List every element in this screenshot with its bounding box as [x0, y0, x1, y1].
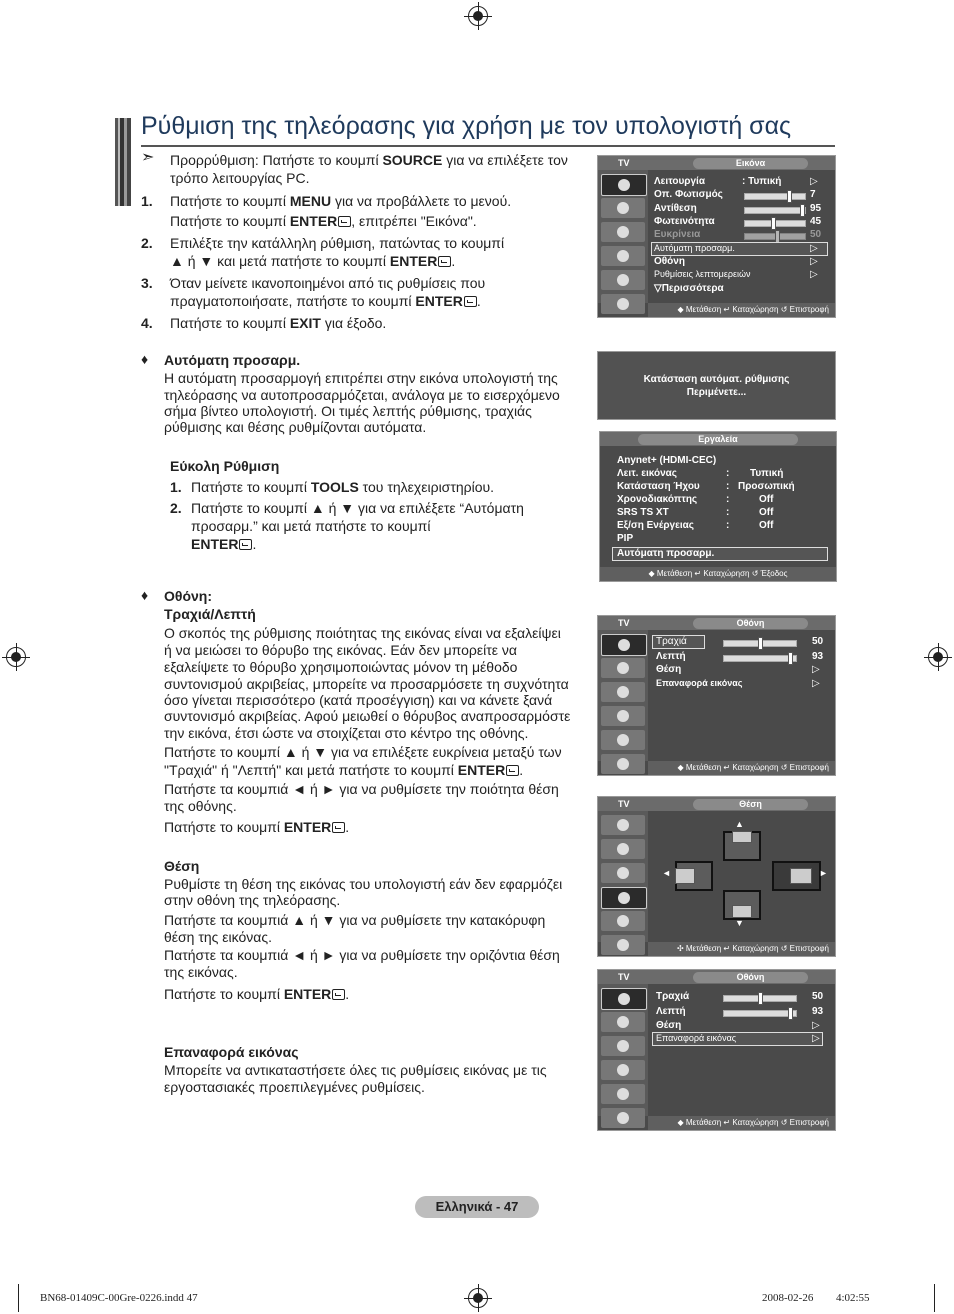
tools-item-anynet[interactable]: Anynet+ (HDMI-CEC): [617, 455, 717, 466]
tools-item-srs[interactable]: SRS TS XT: [617, 507, 669, 518]
menu-item-auto-adjust[interactable]: Αυτόματη προσαρμ.: [654, 243, 735, 253]
slider-knob[interactable]: [787, 190, 792, 203]
registration-mark-bottom: [468, 1288, 488, 1308]
up-arrow-icon: ▲: [735, 819, 744, 829]
contrast-slider[interactable]: [744, 207, 806, 214]
reset-l2: εργοστασιακές προεπιλεγμένες ρυθμίσεις.: [164, 1079, 425, 1095]
screen-body-3: εξαλείψετε το θόρυβο χρησιμοποιώντας μόνον τη μέθοδο: [164, 659, 518, 675]
slider-knob[interactable]: [771, 217, 776, 230]
intro-line2: τρόπο λειτουργίας PC.: [170, 170, 310, 186]
menu-item-contrast[interactable]: Αντίθεση: [654, 203, 697, 214]
easy-step2-l1: Πατήστε το κουμπί ▲ ή ▼ για να επιλέξετε “Αυτόματη: [191, 500, 524, 516]
tools-value: Off: [759, 507, 774, 518]
tools-sep: :: [726, 481, 730, 492]
osd-footer: ◆ Μετάθεση ↵ Καταχώρηση ↺ Έξοδος: [600, 567, 836, 581]
position-l5: Πατήστε τα κουμπιά ◄ ή ► για να ρυθμίσετε την οριζόντια θέση: [164, 947, 560, 963]
brightness-value: 45: [810, 216, 822, 227]
osd-footer: ◆ Μετάθεση ↵ Καταχώρηση ↺ Επιστροφή: [648, 303, 835, 317]
screen-p3-l1: Πατήστε τα κουμπιά ◄ ή ► για να ρυθμίσετε την ποιότητα θέση: [164, 781, 559, 797]
menu-item-brightness[interactable]: Φωτεινότητα: [654, 216, 715, 227]
step2-line1: Επιλέξτε την κατάλληλη ρύθμιση, πατώντας το κουμπί: [170, 235, 505, 251]
menu-item-coarse[interactable]: Τραχιά: [656, 636, 687, 647]
position-l2: στην οθόνη της τηλεόρασης.: [164, 892, 341, 908]
auto-body-4: ρύθμισης και θέσης ρυθμίζονται αυτόματα.: [164, 419, 427, 435]
enter-icon: [438, 256, 451, 267]
app-icon[interactable]: [601, 754, 645, 774]
tv-label: TV: [618, 618, 630, 628]
osd-screen-menu-reset: [597, 969, 836, 1131]
intro-line1: Προρρύθμιση: Πατήστε το κουμπί SOURCE για να επιλέξετε τον: [170, 152, 568, 168]
backlight-value: 7: [810, 189, 816, 200]
reset-heading: Επαναφορά εικόνας: [164, 1044, 299, 1060]
sound-icon[interactable]: [601, 658, 645, 678]
tv-label: TV: [618, 158, 630, 168]
position-up-preview[interactable]: [723, 831, 761, 861]
tv-label: TV: [618, 972, 630, 982]
step1-line2: Πατήστε το κουμπί ENTER , επιτρέπει "Εικόνα".: [170, 213, 477, 229]
step-number: 4.: [141, 315, 153, 331]
bullet-icon: ♦: [141, 351, 149, 367]
easy-step2-l2: προσαρμ.” και μετά πατήστε το κουμπί: [191, 518, 431, 534]
tools-sep: :: [726, 520, 730, 531]
osd-footer: ◆ Μετάθεση ↵ Καταχώρηση ↺ Επιστροφή: [648, 1116, 835, 1130]
arrow-right-icon: ▷: [810, 176, 818, 187]
enter-icon: [464, 296, 477, 307]
menu-item-image-reset[interactable]: Επαναφορά εικόνας: [656, 1033, 737, 1043]
input-icon[interactable]: [601, 1084, 645, 1104]
osd-title: Οθόνη: [693, 972, 808, 983]
osd-auto-adjust-status: [597, 351, 836, 420]
auto-body-1: Η αυτόματη προσαρμογή επιτρέπει στην εικόνα υπολογιστή της: [164, 370, 558, 386]
footer-file-info: BN68-01409C-00Gre-0226.indd 47: [40, 1292, 198, 1304]
osd-picture-menu: [597, 155, 836, 318]
input-icon[interactable]: [601, 730, 645, 750]
tools-value: Off: [759, 520, 774, 531]
osd-screen-menu: [597, 615, 836, 776]
step-number: 3.: [141, 275, 153, 291]
osd-header: [598, 156, 835, 170]
enter-icon: [506, 765, 519, 776]
arrow-right-icon: ▷: [812, 1033, 820, 1044]
easy-step-number: 1.: [170, 479, 182, 495]
osd-sidebar: [598, 984, 648, 1116]
osd-sidebar: [598, 811, 648, 942]
tools-value: Τυπική: [750, 468, 784, 479]
down-arrow-icon: ▼: [735, 918, 744, 928]
menu-item-fine[interactable]: Λεπτή: [656, 651, 686, 662]
osd-title: Εικόνα: [693, 158, 808, 169]
menu-item-sharpness[interactable]: Ευκρίνεια: [654, 229, 701, 240]
coarse-slider[interactable]: [723, 640, 797, 647]
menu-item-detail[interactable]: Ρυθμίσεις λεπτομερειών: [654, 269, 751, 279]
fine-value: 93: [812, 651, 824, 662]
osd-footer: ✣ Μετάθεση ↵ Καταχώρηση ↺ Επιστροφή: [648, 942, 835, 956]
menu-item-screen[interactable]: Οθόνη: [654, 256, 685, 267]
menu-item-more[interactable]: ▽Περισσότερα: [654, 283, 724, 294]
sharpness-slider[interactable]: [744, 233, 806, 240]
tv-label: TV: [618, 799, 630, 809]
menu-item-fine[interactable]: Λεπτή: [656, 1006, 686, 1017]
menu-item-coarse[interactable]: Τραχιά: [656, 991, 690, 1002]
menu-item-backlight[interactable]: Οπ. Φωτισμός: [654, 189, 723, 200]
menu-item-mode-value: : Τυπική: [742, 176, 782, 187]
position-l7: Πατήστε το κουμπί ENTER .: [164, 986, 350, 1002]
position-down-preview[interactable]: [723, 890, 761, 920]
fine-slider[interactable]: [723, 1010, 797, 1017]
position-heading: Θέση: [164, 858, 200, 874]
screen-body-5: όσο γίνεται περισσότερο (κατά προσέγγιση) και να κάνετε ξανά: [164, 692, 553, 708]
arrow-right-icon: ▷: [812, 1020, 820, 1031]
left-arrow-icon: ◄: [662, 868, 671, 878]
note-arrow-icon: ➣: [141, 149, 155, 166]
step3-line2: πραγματοποιήσατε, πατήστε το κουμπί ENTER .: [170, 293, 481, 309]
step2-line2: ▲ ή ▼ και μετά πατήστε το κουμπί ENTER .: [170, 253, 456, 269]
picture-icon[interactable]: [601, 634, 647, 656]
enter-icon: [239, 539, 252, 550]
arrow-right-icon: ▷: [812, 678, 820, 689]
coarse-value: 50: [812, 991, 824, 1002]
step4-line: Πατήστε το κουμπί EXIT για έξοδο.: [170, 315, 387, 331]
bullet-icon: ♦: [141, 587, 149, 603]
tools-value: Off: [759, 494, 774, 505]
osd-tools-menu: [599, 431, 837, 582]
registration-mark-top: [468, 6, 488, 26]
auto-body-3: σήμα βίντεο υπολογιστή. Οι τιμές λεπτής ρύθμισης, τραχιάς: [164, 403, 532, 419]
backlight-slider[interactable]: [744, 193, 806, 200]
picture-icon[interactable]: [601, 815, 645, 835]
position-left-preview[interactable]: [675, 861, 713, 891]
channel-icon[interactable]: [601, 682, 645, 702]
tools-value: Προσωπική: [738, 481, 795, 492]
input-icon[interactable]: [601, 911, 645, 931]
status-line2: Περιμένετε...: [686, 387, 747, 398]
channel-icon[interactable]: [601, 222, 645, 242]
step-number: 2.: [141, 235, 153, 251]
brightness-slider[interactable]: [744, 220, 806, 227]
sound-icon[interactable]: [601, 839, 645, 859]
registration-mark-right: [928, 647, 948, 667]
auto-heading: Αυτόματη προσαρμ.: [164, 352, 301, 368]
menu-item-mode[interactable]: Λειτουργία: [654, 176, 705, 187]
setup-icon[interactable]: [601, 887, 647, 909]
osd-header: [598, 970, 835, 984]
position-l4: θέση της εικόνας.: [164, 929, 272, 945]
app-icon[interactable]: [601, 935, 645, 955]
step1-line1: Πατήστε το κουμπί MENU για να προβάλλετε το μενού.: [170, 193, 512, 209]
tools-sep: :: [726, 494, 730, 505]
setup-icon[interactable]: [601, 1060, 645, 1080]
slider-knob[interactable]: [788, 1007, 793, 1020]
osd-header: [600, 432, 836, 446]
screen-p2-l1: Πατήστε το κουμπί ▲ ή ▼ για να επιλέξετε ευκρίνεια μεταξύ των: [164, 744, 562, 760]
slider-knob[interactable]: [788, 652, 793, 665]
step3-line1: Όταν μείνετε ικανοποιημένοι από τις ρυθμίσεις που: [170, 275, 486, 291]
osd-footer: ◆ Μετάθεση ↵ Καταχώρηση ↺ Επιστροφή: [648, 761, 835, 775]
slider-knob[interactable]: [800, 204, 805, 217]
osd-header: [598, 616, 835, 630]
page-number-badge: Ελληνικά - 47: [415, 1196, 539, 1218]
sharpness-value: 50: [810, 229, 822, 240]
tools-sep: :: [726, 468, 730, 479]
arrow-right-icon: ▷: [812, 664, 820, 675]
contrast-value: 95: [810, 203, 822, 214]
screen-body-4: συντονισμού ακριβείας, μπορείτε να προσαρμόσετε τη συχνότητα: [164, 676, 569, 692]
reset-l1: Μπορείτε να αντικαταστήσετε όλες τις ρυθμίσεις εικόνας με τις: [164, 1062, 547, 1078]
arrow-right-icon: ▷: [810, 256, 818, 267]
title-accent-bar: [115, 118, 131, 206]
osd-header: [598, 797, 835, 811]
screen-subheading: Τραχιά/Λεπτή: [164, 606, 256, 622]
crop-mark: [18, 1284, 19, 1312]
channel-icon[interactable]: [601, 1036, 645, 1056]
auto-body-2: τηλεόρασης να αυτοπροσαρμόζεται, ανάλογα με το εισερχόμενο: [164, 387, 560, 403]
picture-icon[interactable]: [601, 988, 647, 1010]
slider-knob[interactable]: [758, 637, 763, 650]
fine-value: 93: [812, 1006, 824, 1017]
tools-item-picture-mode[interactable]: Λειτ. εικόνας: [617, 468, 677, 479]
channel-icon[interactable]: [601, 863, 645, 883]
screen-heading: Οθόνη:: [164, 588, 213, 604]
easy-heading: Εύκολη Ρύθμιση: [170, 458, 280, 474]
tools-sep: :: [726, 507, 730, 518]
setup-icon[interactable]: [601, 706, 645, 726]
footer-timestamp: 2008-02-26 􀀀􀀀 4:02:55: [762, 1292, 870, 1304]
osd-sidebar: [598, 170, 648, 303]
app-icon[interactable]: [601, 1108, 645, 1128]
easy-step2-l3: ENTER .: [191, 536, 257, 552]
tools-item-auto-adjust[interactable]: Αυτόματη προσαρμ.: [617, 548, 715, 559]
tools-item-energy[interactable]: Εξ/ση Ενέργειας: [617, 520, 694, 531]
enter-icon: [338, 216, 351, 227]
screen-p3-l2: της οθόνης.: [164, 798, 237, 814]
menu-item-position[interactable]: Θέση: [656, 664, 682, 675]
app-icon[interactable]: [601, 294, 645, 314]
screen-p2-l2: "Τραχιά" ή "Λεπτή" και μετά πατήστε το κουμπί ENTER .: [164, 762, 524, 778]
fine-slider[interactable]: [723, 655, 797, 662]
osd-title: Οθόνη: [693, 618, 808, 629]
menu-item-image-reset[interactable]: Επαναφορά εικόνας: [656, 678, 743, 688]
picture-icon[interactable]: [601, 174, 647, 196]
position-l1: Ρυθμίστε τη θέση της εικόνας του υπολογιστή εάν δεν εφαρμόζει: [164, 876, 563, 892]
position-l6: της εικόνας.: [164, 964, 238, 980]
arrow-right-icon: ▷: [810, 269, 818, 280]
setup-icon[interactable]: [601, 246, 645, 266]
sound-icon[interactable]: [601, 198, 645, 218]
sound-icon[interactable]: [601, 1012, 645, 1032]
osd-sidebar: [598, 630, 648, 761]
screen-body-7: την εικόνα, έτσι ώστε να στοιχίζεται στο κέντρο της οθόνης.: [164, 725, 529, 741]
screen-body-1: Ο σκοπός της ρύθμισης ποιότητας της εικόνας είναι να εξαλείψει: [164, 625, 561, 641]
position-l3: Πατήστε τα κουμπιά ▲ ή ▼ για να ρυθμίσετε την κατακόρυφη: [164, 912, 546, 928]
screen-p4: Πατήστε το κουμπί ENTER .: [164, 819, 350, 835]
coarse-value: 50: [812, 636, 824, 647]
registration-mark-left: [6, 647, 26, 667]
easy-step1: Πατήστε το κουμπί TOOLS του τηλεχειριστηρίου.: [191, 479, 495, 495]
osd-title: Θέση: [693, 799, 808, 810]
easy-step-number: 2.: [170, 500, 182, 516]
coarse-slider[interactable]: [723, 995, 797, 1002]
arrow-right-icon: ▷: [810, 243, 818, 254]
tools-item-sound-mode[interactable]: Κατάσταση Ήχου: [617, 481, 700, 492]
step-number: 1.: [141, 193, 153, 209]
position-right-preview[interactable]: [772, 861, 821, 891]
tools-item-pip[interactable]: PIP: [617, 533, 634, 544]
right-arrow-icon: ►: [819, 868, 828, 878]
status-line1: Κατάσταση αυτόματ. ρύθμισης: [643, 374, 790, 385]
osd-title: Εργαλεία: [638, 434, 798, 445]
osd-position-menu: [597, 796, 836, 957]
menu-item-position[interactable]: Θέση: [656, 1020, 682, 1031]
title-divider: [141, 145, 835, 147]
slider-knob[interactable]: [758, 992, 763, 1005]
tools-item-timer[interactable]: Χρονοδιακόπτης: [617, 494, 698, 505]
screen-body-2: ή να μειώσει το θόρυβο της εικόνας. Εάν δεν μπορείτε να: [164, 642, 517, 658]
crop-mark: [934, 1284, 935, 1312]
page-title: Ρύθμιση της τηλεόρασης για χρήση με τον υπολογιστή σας: [141, 112, 792, 140]
screen-body-6: συντονισμό ακριβείας. Αφού μειωθεί ο θόρυβος αναπροσαρμόστε: [164, 708, 571, 724]
enter-icon: [332, 822, 345, 833]
enter-icon: [332, 989, 345, 1000]
input-icon[interactable]: [601, 270, 645, 290]
